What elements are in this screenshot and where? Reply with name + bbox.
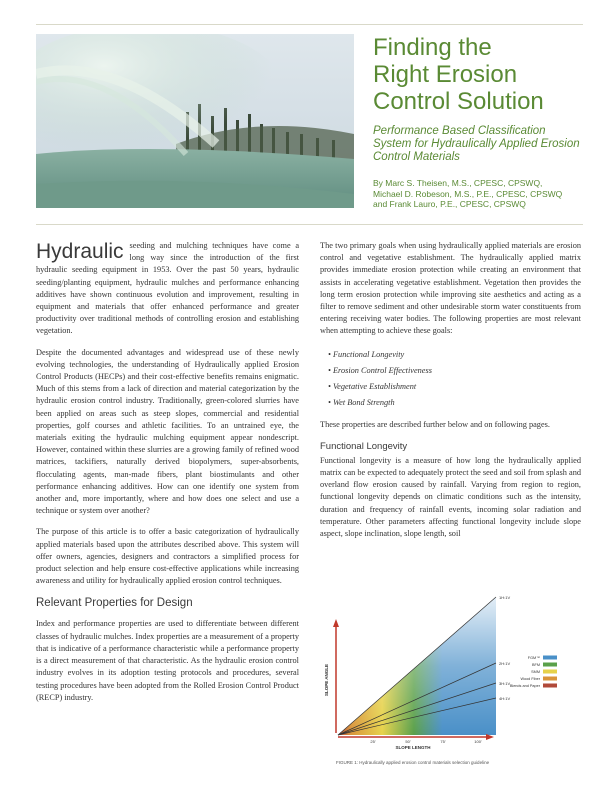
- goal-item: • Functional Longevity: [328, 349, 405, 359]
- legend-swatch: [543, 684, 557, 688]
- x-axis-label: SLOPE LENGTH: [395, 745, 431, 750]
- legend-label: Blends and Paper: [509, 684, 540, 688]
- figure-caption: FIGURE 1: Hydraulically applied erosion control materials selection guideline: [336, 760, 490, 765]
- divider-rule: [36, 224, 583, 225]
- title-line: Finding the: [373, 34, 492, 61]
- x-tick-label: 75': [440, 739, 446, 744]
- section-heading: Relevant Properties for Design: [36, 597, 193, 610]
- right-column: [320, 240, 581, 549]
- goals-list: [328, 347, 581, 411]
- article-title: [373, 34, 593, 115]
- selection-figure: [318, 585, 583, 785]
- body-paragraph: Despite the documented advantages and widespread use of these newly evolving technologies, the understanding of Hydraulically applied Erosion Control Products (HECPs) and their cost-effective benefits remains enigmatic. Much of this stems from a lack of direction and material categorization by the hydraulic erosion control industry. Traditionally, green-colored slurries have been applied on areas such as steep slopes, commercial and residential properties, golf courses and athletic facilities. To an untrained eye, the materials exiting the hydraulic mulching equipment appear nondescript. However, contained within these slurries are a growing family of refined wood matrices, tackifiers, naturally derived biopolymers, super-absorbents, flocculating agents, man-made fibers, plant biostimulants and other performance enhancing additives. How can one identify one system from another and, more importantly, where and how does one select and use a technique or system over another?: [36, 347, 299, 516]
- body-paragraph: These properties are described further below and on following pages.: [320, 419, 550, 429]
- body-paragraph: The purpose of this article is to offer a basic categorization of hydraulically applied materials based upon the attributes described above. This system will offer owners, agencies, designers and contractors a simplified process for product selection and help ensure cost-effective applications while increasing awareness and utility for hydraulically applied erosion control techniques.: [36, 527, 299, 586]
- x-tick-label: 25': [370, 739, 376, 744]
- author-byline: [373, 178, 593, 210]
- legend-swatch: [543, 677, 557, 681]
- x-tick-label: 100': [474, 739, 482, 744]
- author-line: By Marc S. Theisen, M.S., CPESC, CPSWQ,: [373, 178, 543, 188]
- author-line: Michael D. Robeson, M.S., P.E., CPESC, CPSWQ: [373, 188, 563, 199]
- intro-paragraph: Hydraulic seeding and mulching techniques have come a long way since the introduction of the first hydraulic seeding equipment in 1953. Over the past 50 years, hydraulic seeding/planting equipment, hydraulic mulches and performance enhancing additives have shown continuous evolution and improvement, resulting in equipment and materials that offer enhanced performance and greater productivity over traditional methods of controlling erosion and establishing vegetation.: [36, 240, 299, 336]
- left-column: [36, 240, 299, 713]
- y-tick-label: 2H:1V: [499, 661, 511, 666]
- title-line: Right Erosion: [373, 61, 518, 88]
- x-tick-label: 50': [405, 739, 411, 744]
- legend-swatch: [543, 656, 557, 660]
- y-tick-label: 3H:1V: [499, 681, 511, 686]
- goal-item: • Wet Bond Strength: [328, 397, 395, 407]
- body-paragraph: Index and performance properties are used to differentiate between different classes of hydraulic mulches. Index properties are a measurement of a property that is indicative of a performance characteristic while a performance property is a direct measurement of that characteristic. As the hydraulic erosion control industry evolves in its adoption testing protocols and procedures, several testing procedures have been adopted from the Rolled Erosion Control Product (RECP) industry.: [36, 619, 299, 702]
- author-line: and Frank Lauro, P.E., CPESC, CPSWQ: [373, 199, 526, 209]
- y-tick-label: 1H:1V: [499, 595, 511, 600]
- legend-label: SMM: [531, 670, 540, 674]
- legend-label: FGM™: [527, 656, 540, 660]
- title-line: Control Solution: [373, 88, 544, 115]
- legend-label: Wood Fiber: [520, 677, 540, 681]
- goal-item: • Vegetative Establishment: [328, 381, 417, 391]
- legend-swatch: [543, 663, 557, 667]
- section-heading: Functional Longevity: [320, 440, 408, 452]
- y-tick-label: 4H:1V: [499, 696, 511, 701]
- article-subtitle: Performance Based Classification System for Hydraulically Applied Erosion Control Materials: [373, 125, 580, 163]
- hero-photo: [36, 34, 354, 208]
- body-paragraph: The two primary goals when using hydraulically applied materials are erosion control and vegetative establishment. The hydraulically applied matrix provides immediate erosion protection while creating an environment that assists in accelerating vegetative establishment. Vegetation then provides the long term erosion protection while improving site aesthetics and acting as a filter to remove sediment and other undesirable storm water constituents from entering receiving water bodies. The following properties are most relevant when attempting to achieve these goals:: [320, 241, 581, 336]
- body-paragraph: Functional longevity is a measure of how long the hydraulically applied matrix can be expected to adequately protect the seed and soil from splash and overland flow erosion caused by rainfall. Varying from region to region, functional longevity depends on climatic conditions such as the intensity, duration and frequency of rainfall events, incoming solar radiation and temperature. Other parameters affecting functional longevity include slope aspect, slope inclination, slope length, soil: [320, 455, 581, 539]
- top-rule: [36, 24, 583, 25]
- figure-chart: [318, 585, 583, 760]
- y-axis-label: SLOPE ANGLE: [324, 663, 329, 697]
- legend-swatch: [543, 670, 557, 674]
- goal-item: • Erosion Control Effectiveness: [328, 365, 432, 375]
- legend-label: BFM: [531, 663, 540, 667]
- lead-word: Hydraulic: [36, 240, 124, 263]
